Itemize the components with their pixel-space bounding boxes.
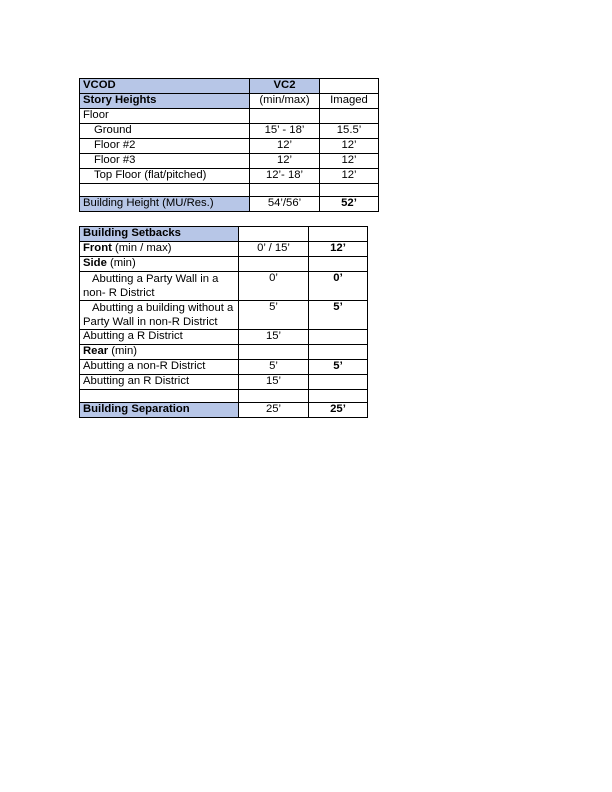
row-range: 0’ — [239, 272, 309, 301]
story-heights-label: Story Heights — [80, 94, 250, 109]
row-label: Abutting a building without a Party Wall in non-R District — [80, 301, 239, 330]
floor-label: Floor — [80, 109, 250, 124]
building-setbacks-table — [79, 226, 368, 418]
table-row — [80, 154, 379, 169]
empty-cell — [309, 345, 368, 360]
blank-row — [80, 184, 379, 197]
empty-cell — [309, 227, 368, 242]
row-imaged: 12’ — [320, 154, 379, 169]
floor-label-row — [80, 109, 379, 124]
row-label: Floor #2 — [80, 139, 250, 154]
empty-cell — [239, 227, 309, 242]
side-label-cell — [80, 257, 239, 272]
empty-cell — [250, 109, 320, 124]
rear-suffix: (min) — [108, 345, 137, 357]
building-height-row — [80, 197, 379, 212]
min-max-label: (min/max) — [250, 94, 320, 109]
building-separation-imaged: 25’ — [309, 403, 368, 418]
building-height-label: Building Height (MU/Res.) — [80, 197, 250, 212]
empty-cell — [320, 184, 379, 197]
table-row — [80, 169, 379, 184]
front-range: 0’ / 15’ — [239, 242, 309, 257]
front-label: Front — [83, 242, 112, 254]
setbacks-header-row — [80, 227, 368, 242]
story-heights-table — [79, 78, 379, 212]
building-separation-label: Building Separation — [80, 403, 239, 418]
empty-cell — [239, 345, 309, 360]
row-imaged: 12’ — [320, 139, 379, 154]
building-setbacks-label: Building Setbacks — [80, 227, 239, 242]
empty-cell — [309, 257, 368, 272]
rear-row — [80, 345, 368, 360]
rear-label-cell — [80, 345, 239, 360]
row-imaged — [309, 375, 368, 390]
row-label: Abutting an R District — [80, 375, 239, 390]
story-heights-subheader-row — [80, 94, 379, 109]
table-row — [80, 360, 368, 375]
row-imaged: 12’ — [320, 169, 379, 184]
row-label: Abutting a non-R District — [80, 360, 239, 375]
table-row — [80, 272, 368, 301]
row-range: 12’- 18’ — [250, 169, 320, 184]
table-row — [80, 124, 379, 139]
row-label: Top Floor (flat/pitched) — [80, 169, 250, 184]
blank-row — [80, 390, 368, 403]
row-label: Ground — [80, 124, 250, 139]
building-separation-range: 25’ — [239, 403, 309, 418]
row-imaged: 15.5’ — [320, 124, 379, 139]
row-imaged: 5’ — [309, 301, 368, 330]
empty-cell — [320, 109, 379, 124]
table-row — [80, 375, 368, 390]
front-imaged: 12’ — [309, 242, 368, 257]
building-separation-row — [80, 403, 368, 418]
table-row — [80, 139, 379, 154]
empty-cell — [250, 184, 320, 197]
vcod-header-cell: VCOD — [80, 79, 250, 94]
row-label: Floor #3 — [80, 154, 250, 169]
side-suffix: (min) — [106, 257, 136, 269]
empty-cell — [309, 390, 368, 403]
row-range: 5’ — [239, 301, 309, 330]
empty-cell — [239, 257, 309, 272]
row-imaged — [309, 330, 368, 345]
row-range: 15’ - 18’ — [250, 124, 320, 139]
row-range: 15’ — [239, 330, 309, 345]
front-row — [80, 242, 368, 257]
empty-cell — [239, 390, 309, 403]
side-row — [80, 257, 368, 272]
side-label: Side — [83, 257, 107, 269]
row-imaged: 5’ — [309, 360, 368, 375]
row-range: 15’ — [239, 375, 309, 390]
row-range: 12’ — [250, 139, 320, 154]
row-range: 12’ — [250, 154, 320, 169]
table-header-row — [80, 79, 379, 94]
vc2-header-cell: VC2 — [250, 79, 320, 94]
building-height-imaged: 52’ — [320, 197, 379, 212]
row-imaged: 0’ — [309, 272, 368, 301]
table-row — [80, 330, 368, 345]
front-suffix: (min / max) — [111, 242, 172, 254]
row-label: Abutting a Party Wall in a non- R District — [80, 272, 239, 301]
empty-cell — [80, 184, 250, 197]
rear-label: Rear — [83, 345, 109, 357]
row-label: Abutting a R District — [80, 330, 239, 345]
empty-cell — [80, 390, 239, 403]
building-height-range: 54’/56’ — [250, 197, 320, 212]
table-row — [80, 301, 368, 330]
imaged-label: Imaged — [320, 94, 379, 109]
empty-header-cell — [320, 79, 379, 94]
row-range: 5’ — [239, 360, 309, 375]
front-label-cell — [80, 242, 239, 257]
